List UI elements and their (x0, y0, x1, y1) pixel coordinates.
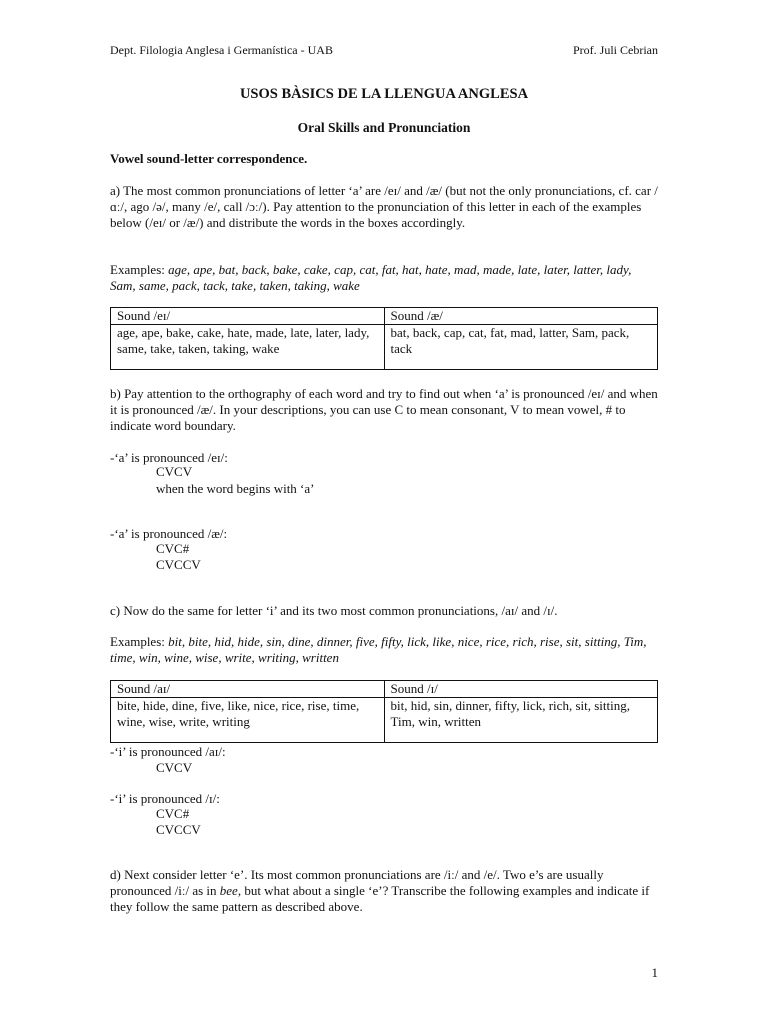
page-number: 1 (651, 965, 658, 980)
examples-words: bit, bite, hid, hide, sin, dine, dinner, five, fifty, lick, like, nice, rice, rich, rise, sit, sitting, Tim, time, win, wine, wise, write, writing, written (110, 634, 647, 665)
rule-line: CVC# (156, 806, 190, 821)
sound-table-i (110, 680, 658, 743)
header-professor: Prof. Juli Cebrian (573, 43, 658, 57)
rule-line: CVCV (156, 760, 193, 775)
rule-line: CVCCV (156, 557, 201, 572)
part-d-text-start: d) Next consider letter ‘e’. Its most common pronunciations are /iː/ and /e/. Two e’s are usually pronounced /iː/ as in (110, 867, 604, 898)
rule-i-short-label: -‘i’ is pronounced /ɪ/: (110, 791, 220, 806)
rule-line: CVCV (156, 464, 193, 479)
rule-a-ei-label: -‘a’ is pronounced /eɪ/: (110, 450, 228, 465)
table-header-cell: Sound /æ/ (384, 308, 658, 325)
part-c-examples (110, 634, 658, 666)
table-body-cell: bat, back, cap, cat, fat, mad, latter, Sam, pack, tack (384, 325, 658, 370)
part-b-instructions: b) Pay attention to the orthography of each word and try to find out when ‘a’ is pronounced /eɪ/ and when it is pronounced /æ/. In your descriptions, you can use C to mean consonant, V to mean vowel, # to indicate word boundary. (110, 386, 658, 433)
part-a-instructions: a) The most common pronunciations of letter ‘a’ are /eɪ/ and /æ/ (but not the only pronunciations, cf. car /ɑː/, ago /ə/, many /e/, call /ɔː/). Pay attention to the pronunciation of this letter in each of the examples below (/eɪ/ or /æ/) and distribute the words in the boxes accordingly. (110, 183, 658, 230)
table-header-cell: Sound /aɪ/ (111, 681, 385, 698)
part-d-italic-word: bee (219, 883, 238, 898)
rule-line: when the word begins with ‘a’ (156, 481, 315, 496)
sound-table-a (110, 307, 658, 370)
table-body-cell: age, ape, bake, cake, hate, made, late, later, lady, same, take, taken, taking, wake (111, 325, 385, 370)
table-header-cell: Sound /eɪ/ (111, 308, 385, 325)
examples-words: age, ape, bat, back, bake, cake, cap, cat, fat, hat, hate, mad, made, late, later, latter, lady, Sam, same, pack, tack, take, taken, taking, wake (110, 262, 632, 293)
examples-label: Examples: (110, 634, 165, 649)
table-header-cell: Sound /ɪ/ (384, 681, 658, 698)
rule-line: CVC# (156, 541, 190, 556)
document-title: USOS BÀSICS DE LA LLENGUA ANGLESA (239, 86, 529, 102)
part-a-examples (110, 262, 658, 294)
part-d-text-end: , but what about a single ‘e’? Transcribe the following examples and indicate if they follow the same pattern as described above. (110, 883, 650, 914)
examples-label: Examples: (110, 262, 165, 277)
rule-i-ai-label: -‘i’ is pronounced /aɪ/: (110, 744, 226, 759)
part-d-instructions (110, 867, 658, 915)
rule-a-ae-label: -‘a’ is pronounced /æ/: (110, 526, 228, 541)
document-subtitle: Oral Skills and Pronunciation (297, 120, 471, 135)
header-department: Dept. Filologia Anglesa i Germanística - UAB (110, 43, 333, 57)
table-body-cell: bite, hide, dine, five, like, nice, rice, rise, time, wine, wise, write, writing (111, 698, 385, 743)
part-c-instructions: c) Now do the same for letter ‘i’ and its two most common pronunciations, /aɪ/ and /ɪ/. (110, 603, 558, 618)
rule-line: CVCCV (156, 822, 201, 837)
section-heading: Vowel sound-letter correspondence. (110, 151, 308, 166)
table-body-cell: bit, hid, sin, dinner, fifty, lick, rich, sit, sitting, Tim, win, written (384, 698, 658, 743)
